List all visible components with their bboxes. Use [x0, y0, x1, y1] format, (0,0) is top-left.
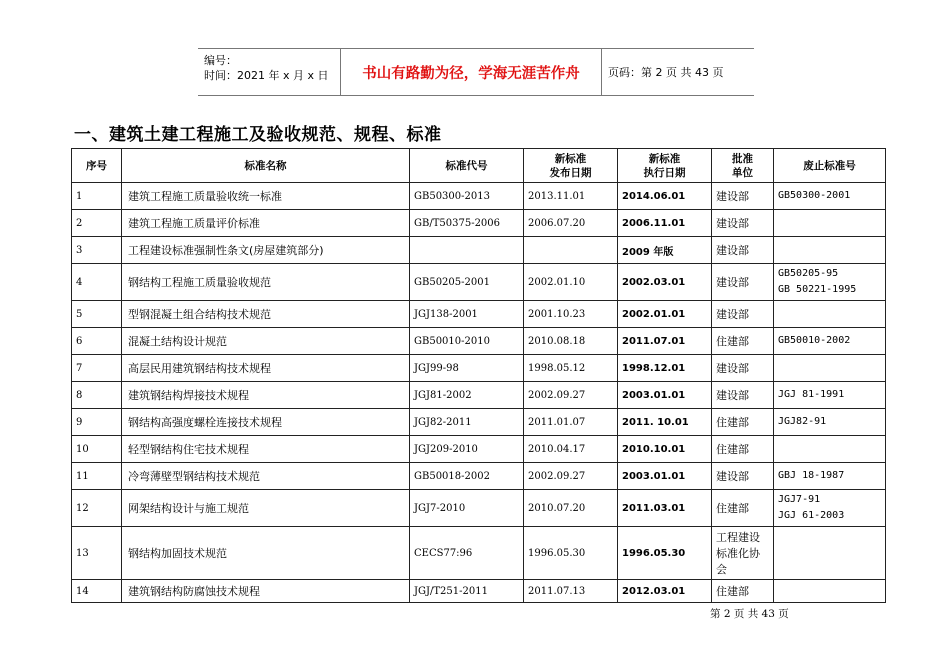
- col-header-pub-date: 新标准 发布日期: [524, 149, 618, 183]
- standard-name: 冷弯薄壁型钢结构技术规范: [122, 463, 410, 490]
- standard-code: JGJ209-2010: [410, 436, 524, 463]
- col-header-no: 序号: [72, 149, 122, 183]
- row-number: 9: [72, 409, 122, 436]
- table-row: [72, 527, 886, 580]
- replaced-standard: [774, 436, 886, 463]
- execution-date: 2014.06.01: [618, 183, 712, 210]
- table-row: [72, 328, 886, 355]
- table-header-row: [72, 149, 886, 183]
- publish-date: 2010.08.18: [524, 328, 618, 355]
- header-number-label: 编号：: [204, 54, 237, 67]
- standard-name: 工程建设标准强制性条文(房屋建筑部分): [122, 237, 410, 264]
- approval-unit: 建设部: [712, 463, 774, 490]
- header-meta: [198, 49, 340, 95]
- table-row: [72, 355, 886, 382]
- row-number: 13: [72, 527, 122, 580]
- replaced-standard: JGJ82-91: [774, 409, 886, 436]
- header-motto: 书山有路勤为径，学海无涯苦作舟: [340, 49, 602, 95]
- publish-date: 2006.07.20: [524, 210, 618, 237]
- standard-code: CECS77:96: [410, 527, 524, 580]
- standard-name: 网架结构设计与施工规范: [122, 490, 410, 527]
- standard-name: 钢结构高强度螺栓连接技术规程: [122, 409, 410, 436]
- approval-unit: 建设部: [712, 355, 774, 382]
- standard-name: 轻型钢结构住宅技术规程: [122, 436, 410, 463]
- approval-unit: 建设部: [712, 237, 774, 264]
- row-number: 3: [72, 237, 122, 264]
- standard-code: JGJ81-2002: [410, 382, 524, 409]
- approval-unit: 住建部: [712, 580, 774, 603]
- row-number: 7: [72, 355, 122, 382]
- replaced-standard: [774, 580, 886, 603]
- publish-date: 2002.01.10: [524, 264, 618, 301]
- replaced-standard: [774, 355, 886, 382]
- col-header-exec-date: 新标准 执行日期: [618, 149, 712, 183]
- standard-code: JGJ7-2010: [410, 490, 524, 527]
- standard-name: 高层民用建筑钢结构技术规程: [122, 355, 410, 382]
- execution-date: 2011. 10.01: [618, 409, 712, 436]
- standard-name: 建筑工程施工质量验收统一标准: [122, 183, 410, 210]
- approval-unit: 住建部: [712, 409, 774, 436]
- publish-date: 2011.07.13: [524, 580, 618, 603]
- execution-date: 2012.03.01: [618, 580, 712, 603]
- publish-date: 2011.01.07: [524, 409, 618, 436]
- execution-date: 2010.10.01: [618, 436, 712, 463]
- approval-unit: 建设部: [712, 183, 774, 210]
- replaced-standard: JGJ7-91 JGJ 61-2003: [774, 490, 886, 527]
- approval-unit: 建设部: [712, 210, 774, 237]
- execution-date: 2011.07.01: [618, 328, 712, 355]
- approval-unit: 住建部: [712, 436, 774, 463]
- row-number: 10: [72, 436, 122, 463]
- header-page-number: 页码：第 2 页 共 43 页: [608, 66, 724, 79]
- standard-name: 型钢混凝土组合结构技术规范: [122, 301, 410, 328]
- approval-unit: 住建部: [712, 328, 774, 355]
- replaced-standard: JGJ 81-1991: [774, 382, 886, 409]
- table-row: [72, 409, 886, 436]
- execution-date: 2003.01.01: [618, 382, 712, 409]
- standards-table: [71, 148, 886, 603]
- replaced-standard: GB50205-95 GB 50221-1995: [774, 264, 886, 301]
- standard-code: JGJ138-2001: [410, 301, 524, 328]
- standard-name: 钢结构工程施工质量验收规范: [122, 264, 410, 301]
- standard-name: 建筑工程施工质量评价标准: [122, 210, 410, 237]
- table-row: [72, 183, 886, 210]
- publish-date: 2001.10.23: [524, 301, 618, 328]
- replaced-standard: GB50010-2002: [774, 328, 886, 355]
- table-row: [72, 463, 886, 490]
- publish-date: 2002.09.27: [524, 463, 618, 490]
- row-number: 8: [72, 382, 122, 409]
- replaced-standard: GBJ 18-1987: [774, 463, 886, 490]
- standard-name: 建筑钢结构焊接技术规程: [122, 382, 410, 409]
- replaced-standard: [774, 527, 886, 580]
- approval-unit: 建设部: [712, 301, 774, 328]
- approval-unit: 工程建设标准化协会: [712, 527, 774, 580]
- col-header-unit: 批准 单位: [712, 149, 774, 183]
- publish-date: 2002.09.27: [524, 382, 618, 409]
- publish-date: 1998.05.12: [524, 355, 618, 382]
- execution-date: 2011.03.01: [618, 490, 712, 527]
- col-header-code: 标准代号: [410, 149, 524, 183]
- execution-date: 2003.01.01: [618, 463, 712, 490]
- table-row: [72, 237, 886, 264]
- execution-date: 1998.12.01: [618, 355, 712, 382]
- execution-date: 2002.01.01: [618, 301, 712, 328]
- table-row: [72, 301, 886, 328]
- row-number: 5: [72, 301, 122, 328]
- row-number: 12: [72, 490, 122, 527]
- publish-date: 2010.04.17: [524, 436, 618, 463]
- table-body: [72, 183, 886, 603]
- row-number: 14: [72, 580, 122, 603]
- publish-date: 2013.11.01: [524, 183, 618, 210]
- table-row: [72, 580, 886, 603]
- page-header: [198, 48, 754, 96]
- table-row: [72, 382, 886, 409]
- table-row: [72, 436, 886, 463]
- table-row: [72, 490, 886, 527]
- standard-code: JGJ/T251-2011: [410, 580, 524, 603]
- replaced-standard: [774, 237, 886, 264]
- approval-unit: 建设部: [712, 264, 774, 301]
- standard-code: [410, 237, 524, 264]
- replaced-standard: [774, 301, 886, 328]
- col-header-name: 标准名称: [122, 149, 410, 183]
- publish-date: 2010.07.20: [524, 490, 618, 527]
- execution-date: 2009 年版: [618, 237, 712, 264]
- standard-code: GB50205-2001: [410, 264, 524, 301]
- col-header-replaced: 废止标准号: [774, 149, 886, 183]
- page-footer: 第 2 页 共 43 页: [710, 608, 789, 620]
- row-number: 4: [72, 264, 122, 301]
- standard-name: 混凝土结构设计规范: [122, 328, 410, 355]
- section-title: 一、建筑土建工程施工及验收规范、规程、标准: [74, 125, 442, 145]
- replaced-standard: GB50300-2001: [774, 183, 886, 210]
- standard-code: GB50018-2002: [410, 463, 524, 490]
- execution-date: 2006.11.01: [618, 210, 712, 237]
- standard-code: GB/T50375-2006: [410, 210, 524, 237]
- replaced-standard: [774, 210, 886, 237]
- standard-name: 钢结构加固技术规范: [122, 527, 410, 580]
- row-number: 11: [72, 463, 122, 490]
- row-number: 6: [72, 328, 122, 355]
- publish-date: [524, 237, 618, 264]
- execution-date: 1996.05.30: [618, 527, 712, 580]
- standard-code: GB50300-2013: [410, 183, 524, 210]
- row-number: 1: [72, 183, 122, 210]
- approval-unit: 住建部: [712, 490, 774, 527]
- header-time: 时间：2021 年 x 月 x 日: [204, 69, 329, 82]
- publish-date: 1996.05.30: [524, 527, 618, 580]
- table-row: [72, 264, 886, 301]
- row-number: 2: [72, 210, 122, 237]
- standard-code: JGJ82-2011: [410, 409, 524, 436]
- table-row: [72, 210, 886, 237]
- standard-code: JGJ99-98: [410, 355, 524, 382]
- standard-name: 建筑钢结构防腐蚀技术规程: [122, 580, 410, 603]
- execution-date: 2002.03.01: [618, 264, 712, 301]
- standard-code: GB50010-2010: [410, 328, 524, 355]
- approval-unit: 建设部: [712, 382, 774, 409]
